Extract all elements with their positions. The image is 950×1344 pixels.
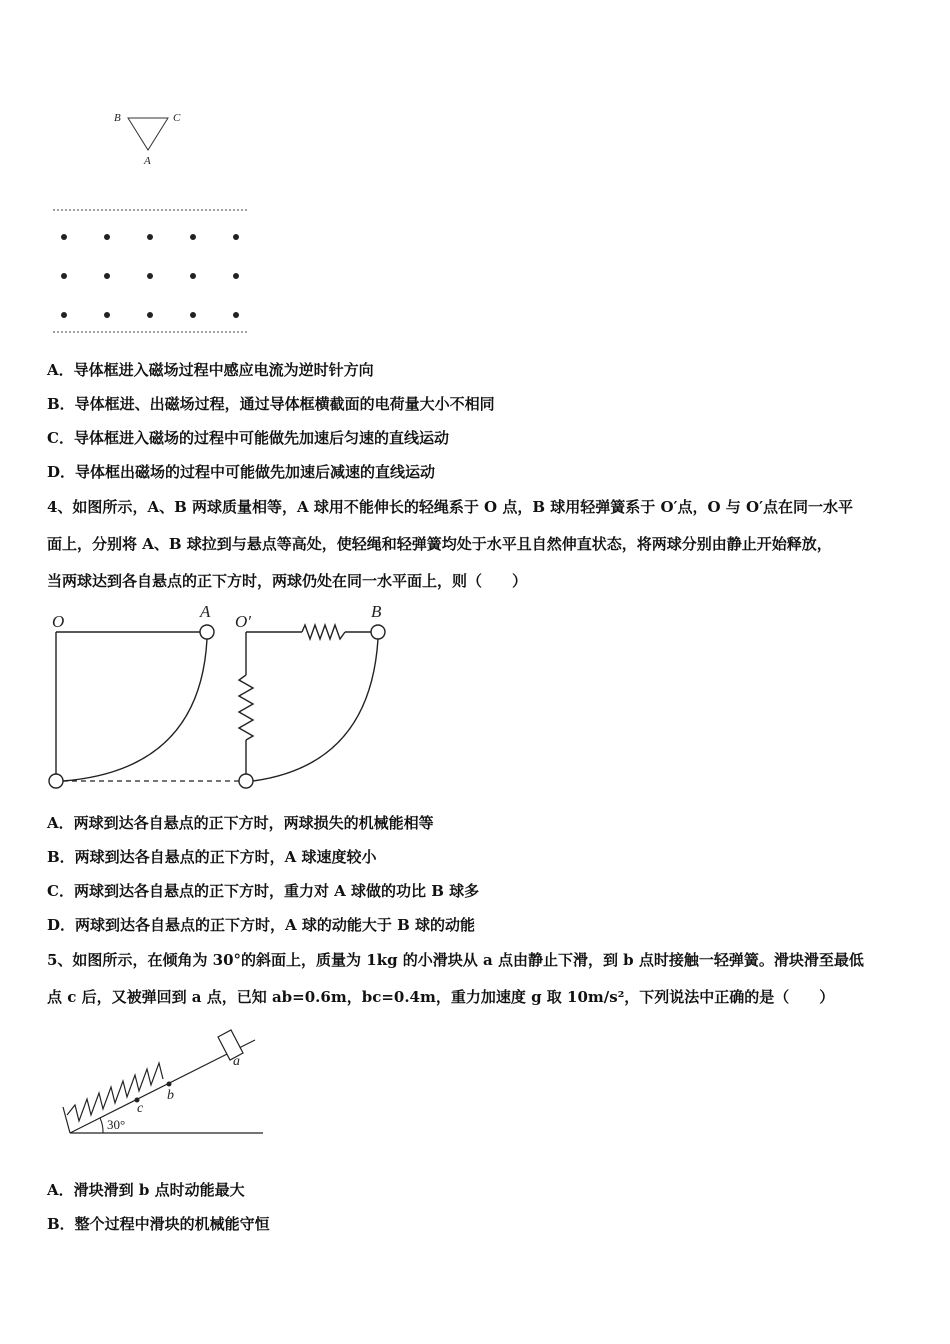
field-dots: [61, 234, 239, 318]
label-b: B: [371, 602, 382, 621]
q4-option-d: D．两球到达各自悬点的正下方时，A 球的动能大于 B 球的动能: [47, 916, 475, 934]
q5-option-a: A．滑块滑到 b 点时动能最大: [47, 1181, 245, 1199]
magnetic-field-figure: [50, 205, 250, 340]
field-dot: [233, 234, 239, 240]
q4-stem-line3: 当两球达到各自悬点的正下方时，两球仍处在同一水平面上，则（ ）: [47, 572, 528, 590]
field-dot: [233, 312, 239, 318]
triangle-label-a: A: [144, 155, 151, 167]
field-dot: [147, 273, 153, 279]
field-dot: [61, 312, 67, 318]
q5-option-b: B．整个过程中滑块的机械能守恒: [47, 1215, 270, 1233]
pendulum-spring-figure: [40, 600, 400, 800]
label-a: A: [200, 602, 211, 621]
angle-arc: [100, 1118, 103, 1133]
q4-option-c: C．两球到达各自悬点的正下方时，重力对 A 球做的功比 B 球多: [47, 882, 480, 900]
triangle-figure: [105, 105, 195, 175]
field-dot: [147, 234, 153, 240]
bottom-wall: [63, 1107, 70, 1133]
triangle-label-c: C: [173, 112, 181, 124]
field-dot: [104, 312, 110, 318]
q5-stem-line2: 点 c 后，又被弹回到 a 点，已知 ab=0.6m，bc=0.4m，重力加速度 g 取 10m/s²，下列说法中正确的是（ ）: [47, 988, 835, 1006]
field-dot: [190, 234, 196, 240]
q5-stem-line1: 5、如图所示，在倾角为 30°的斜面上，质量为 1kg 的小滑块从 a 点由静止下滑，到 b 点时接触一轻弹簧。滑块滑至最低: [47, 951, 864, 969]
q3-option-a: A．导体框进入磁场过程中感应电流为逆时针方向: [47, 361, 374, 379]
field-dot: [233, 273, 239, 279]
ball-b-trajectory: [253, 639, 378, 781]
field-dot: [61, 273, 67, 279]
angle-label: 30°: [107, 1117, 126, 1132]
ball-a-bottom: [49, 774, 63, 788]
ball-b-bottom: [239, 774, 253, 788]
q4-stem-line2: 面上，分别将 A、B 球拉到与悬点等高处，使轻绳和轻弹簧均处于水平且自然伸直状态，将两球分别由静止开始释放，: [47, 535, 832, 553]
label-a-point: a: [233, 1054, 240, 1069]
triangle-label-b: B: [114, 112, 121, 124]
ball-b-start: [371, 625, 385, 639]
label-o: O: [52, 612, 65, 631]
q4-option-b: B．两球到达各自悬点的正下方时，A 球速度较小: [47, 848, 377, 866]
horizontal-spring: [302, 625, 345, 639]
q3-option-c: C．导体框进入磁场的过程中可能做先加速后匀速的直线运动: [47, 429, 449, 447]
label-b-point: b: [167, 1088, 174, 1103]
field-dot: [147, 312, 153, 318]
incline-spring: [67, 1063, 163, 1121]
field-dot: [190, 273, 196, 279]
vertical-spring: [239, 675, 253, 740]
field-dot: [104, 234, 110, 240]
label-c: c: [137, 1101, 144, 1116]
ball-a-trajectory: [63, 639, 207, 781]
field-dot: [104, 273, 110, 279]
label-o-prime: O′: [235, 612, 251, 631]
q4-stem-line1: 4、如图所示，A、B 两球质量相等，A 球用不能伸长的轻绳系于 O 点，B 球用轻弹簧系于 O′点，O 与 O′点在同一水平: [47, 498, 854, 516]
q4-option-a: A．两球到达各自悬点的正下方时，两球损失的机械能相等: [47, 814, 434, 832]
q3-option-d: D．导体框出磁场的过程中可能做先加速后减速的直线运动: [47, 463, 436, 481]
incline-figure: [55, 1015, 275, 1140]
triangle-shape: [128, 118, 168, 150]
point-b: [167, 1082, 172, 1087]
field-dot: [190, 312, 196, 318]
ball-a-start: [200, 625, 214, 639]
field-dot: [61, 234, 67, 240]
q3-option-b: B．导体框进、出磁场过程，通过导体框横截面的电荷量大小不相同: [47, 395, 495, 413]
